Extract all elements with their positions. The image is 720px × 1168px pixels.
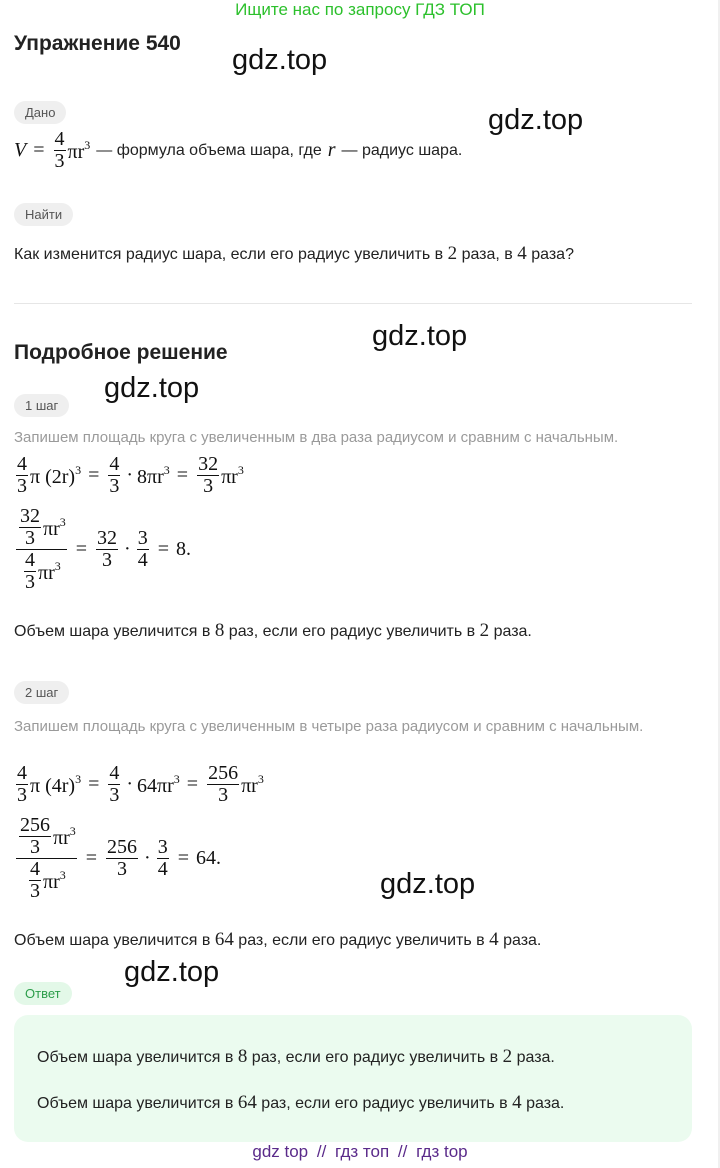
footer-link[interactable]: гдз топ: [335, 1142, 390, 1161]
section-divider: [14, 303, 692, 304]
step1-label: [14, 394, 69, 417]
given-formula-text: — формула объема шара, где: [96, 141, 322, 159]
answer-part: раза.: [516, 1049, 555, 1066]
footer-separator: //: [316, 1142, 327, 1161]
conclusion-number: 4: [489, 929, 499, 950]
watermark: gdz.top: [104, 372, 200, 404]
find-number: 4: [517, 243, 527, 264]
answer-box: [14, 1015, 692, 1142]
answer-part: Объем шара увеличится в: [37, 1095, 234, 1112]
step1-equation1: $\frac{4}{3}$ π $(2r)^3$ = $\frac{4}{3}$ · $8\pi r^3$ = $\frac{32}{3}$ $\pi r^3$: [17, 453, 244, 497]
conclusion-part: раза.: [503, 932, 542, 949]
given-pill: Дано: [14, 101, 66, 124]
answer-line-1: [37, 1046, 555, 1068]
answer-label: [14, 982, 72, 1005]
answer-number: 64: [237, 1092, 257, 1113]
find-section-label: [14, 203, 73, 226]
step1-conclusion: [14, 620, 532, 642]
step2-description: Запишем площадь круга с увеличенным в четыре раза радиусом и сравним с начальным.: [14, 718, 644, 735]
given-var: r: [327, 139, 336, 161]
find-pill: Найти: [14, 203, 73, 226]
step1-numerator: 32: [198, 453, 219, 475]
conclusion-number: 2: [479, 620, 490, 641]
conclusion-part: раз, если его радиус увеличить в: [228, 623, 476, 640]
answer-part: раз, если его радиус увеличить в: [251, 1049, 499, 1066]
conclusion-number: 64: [214, 929, 234, 950]
find-question-part: раза, в: [461, 246, 513, 263]
step2-result: 64.: [196, 847, 221, 869]
given-section-label: [14, 101, 66, 124]
watermark: gdz.top: [124, 956, 220, 988]
watermark: gdz.top: [488, 104, 584, 136]
step1-denominator: 3: [203, 475, 214, 497]
footer-link[interactable]: гдз top: [416, 1142, 468, 1161]
answer-pill: Ответ: [14, 982, 72, 1005]
conclusion-part: раза.: [493, 623, 532, 640]
footer-link[interactable]: gdz top: [252, 1142, 309, 1161]
answer-part: раза.: [526, 1095, 565, 1112]
step2-equation2: $\frac{256}{3}$ $\pi r^3$ $\frac{4}{3}$ $\pi r^3$ = $\frac{256}{3}$ · $\frac{3}{4}$ = 64.: [14, 815, 221, 902]
find-number: 2: [447, 243, 458, 264]
step1-description: Запишем площадь круга с увеличенным в два раза радиусом и сравним с начальным.: [14, 429, 619, 446]
step1-equation2: $\frac{32}{3}$ $\pi r^3$ $\frac{4}{3}$ $\pi r^3$ = $\frac{32}{3}$ · $\frac{3}{4}$ = 8.: [14, 506, 191, 593]
given-formula-tail: — радиус шара.: [341, 141, 463, 159]
exercise-title: Упражнение 540: [14, 32, 181, 55]
step2-pill: 2 шаг: [14, 681, 69, 704]
conclusion-number: 8: [214, 620, 225, 641]
step1-pill: 1 шаг: [14, 394, 69, 417]
answer-number: 8: [237, 1046, 248, 1067]
answer-number: 4: [512, 1092, 522, 1113]
step1-result: 8.: [176, 538, 191, 560]
step2-conclusion: [14, 929, 541, 951]
watermark: gdz.top: [372, 320, 468, 352]
conclusion-part: раз, если его радиус увеличить в: [238, 932, 485, 949]
answer-part: раз, если его радиус увеличить в: [261, 1095, 508, 1112]
find-question-part: раза?: [531, 246, 574, 263]
watermark: gdz.top: [380, 868, 476, 900]
answer-number: 2: [502, 1046, 513, 1067]
footer-separator: //: [397, 1142, 408, 1161]
step2-equation1: $\frac{4}{3}$ π $(4r)^3$ = $\frac{4}{3}$ · $64\pi r^3$ = $\frac{256}{3}$ $\pi r^3$: [17, 762, 264, 806]
solution-title: Подробное решение: [14, 341, 228, 364]
find-question-part: Как изменится радиус шара, если его радиус увеличить в: [14, 246, 444, 263]
given-formula: V = $\frac{4}{3}$ $\pi r^3$ — формула объема шара, где r — радиус шара.: [14, 128, 463, 172]
step2-label: [14, 681, 69, 704]
step2-denominator: 3: [218, 784, 229, 806]
find-question: [14, 243, 574, 265]
watermark: gdz.top: [232, 44, 328, 76]
answer-line-2: [37, 1092, 564, 1114]
conclusion-part: Объем шара увеличится в: [14, 932, 211, 949]
footer-links: [0, 1142, 720, 1162]
step2-numerator: 256: [208, 762, 239, 784]
conclusion-part: Объем шара увеличится в: [14, 623, 211, 640]
search-banner: Ищите нас по запросу ГДЗ ТОП: [235, 0, 485, 19]
answer-part: Объем шара увеличится в: [37, 1049, 234, 1066]
